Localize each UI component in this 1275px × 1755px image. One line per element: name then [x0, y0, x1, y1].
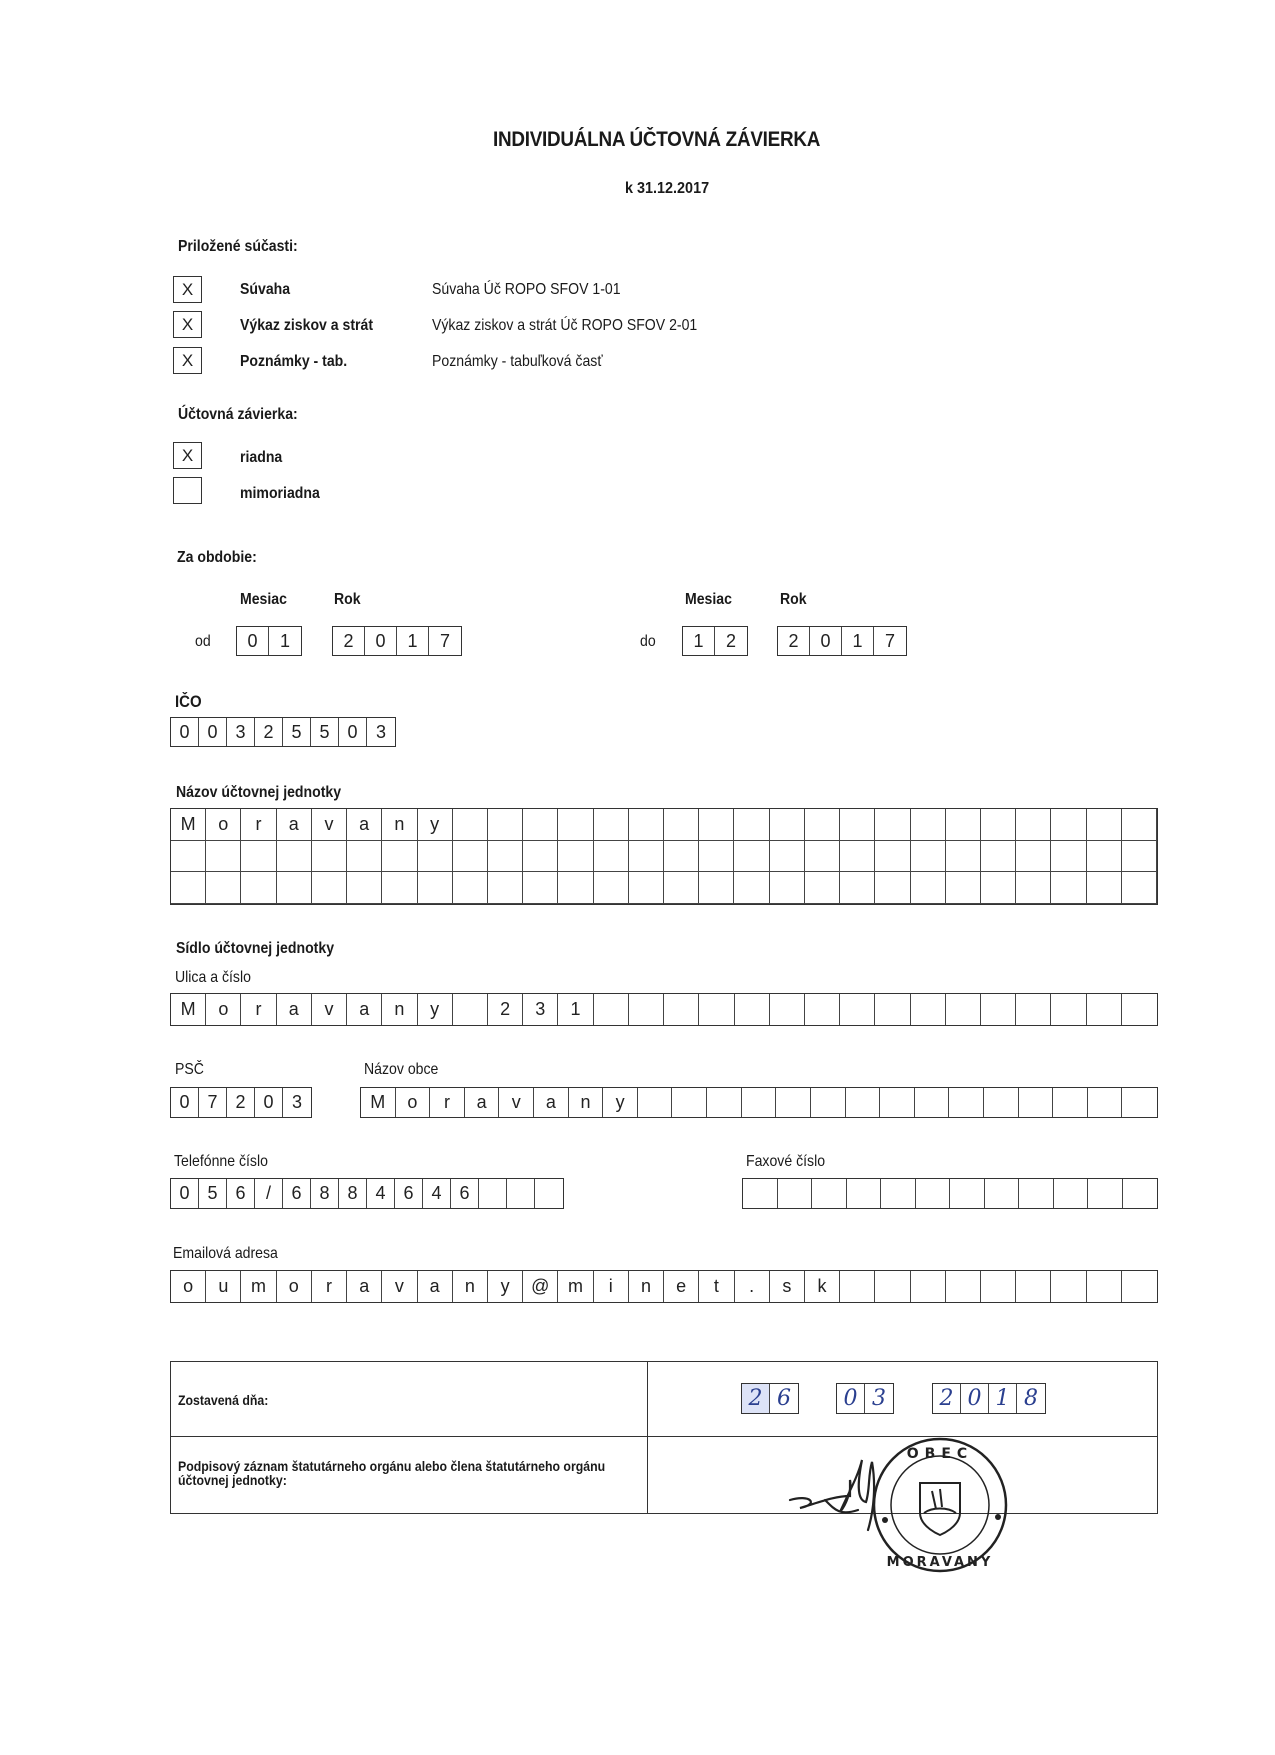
- char-cell: n: [382, 809, 417, 841]
- street-label: Ulica a číslo: [175, 969, 251, 986]
- char-cell: /: [255, 1179, 283, 1208]
- char-cell: [743, 1179, 778, 1208]
- char-cell: v: [312, 809, 347, 841]
- char-cell: r: [241, 994, 276, 1025]
- char-cell: [981, 809, 1016, 841]
- char-cell: s: [770, 1271, 805, 1302]
- char-cell: k: [805, 1271, 840, 1302]
- char-cell: [1087, 872, 1122, 904]
- char-cell: 2: [255, 718, 283, 746]
- char-cell: [881, 1179, 916, 1208]
- char-cell: [594, 994, 629, 1025]
- signature-and-stamp: [780, 1430, 1030, 1580]
- char-cell: [1016, 1271, 1051, 1302]
- char-cell: [1123, 1179, 1158, 1208]
- char-cell: 2: [488, 994, 523, 1025]
- char-cell: [1051, 1271, 1086, 1302]
- char-cell: [535, 1179, 563, 1208]
- char-cell: 5: [283, 718, 311, 746]
- char-cell: [805, 872, 840, 904]
- stamp-bottom-text: MORAVANY: [886, 1555, 994, 1570]
- char-cell: 6: [451, 1179, 479, 1208]
- char-cell: 0: [171, 718, 199, 746]
- char-cell: [805, 809, 840, 841]
- attachment-desc: Výkaz ziskov a strát Úč ROPO SFOV 2-01: [432, 317, 698, 334]
- year-field[interactable]: [932, 1383, 1046, 1414]
- char-cell: [699, 809, 734, 841]
- char-cell: [916, 1179, 951, 1208]
- from-label: od: [195, 633, 211, 650]
- char-cell: [840, 994, 875, 1025]
- attachments-heading: Priložené súčasti:: [178, 238, 298, 255]
- char-cell: [664, 872, 699, 904]
- char-cell: [1016, 841, 1051, 873]
- char-cell: [664, 841, 699, 873]
- char-cell: a: [277, 809, 312, 841]
- char-cell: [1053, 1088, 1088, 1117]
- char-cell: [946, 994, 981, 1025]
- char-cell: [1087, 841, 1122, 873]
- char-cell: 1: [558, 994, 593, 1025]
- char-cell: 5: [199, 1179, 227, 1208]
- day-field[interactable]: [741, 1383, 799, 1414]
- char-cell: o: [396, 1088, 431, 1117]
- char-cell: [770, 809, 805, 841]
- char-cell: [770, 872, 805, 904]
- char-cell: a: [418, 1271, 453, 1302]
- char-cell: a: [347, 1271, 382, 1302]
- char-cell: [1016, 994, 1051, 1025]
- handwritten-digit: 0: [843, 1386, 858, 1411]
- char-cell: 3: [523, 994, 558, 1025]
- month-field[interactable]: [836, 1383, 894, 1414]
- year-label: Rok: [334, 591, 361, 608]
- char-cell: 3: [375, 721, 386, 742]
- char-cell: [1122, 841, 1157, 873]
- to-label: do: [640, 633, 656, 650]
- phone-label: Telefónne číslo: [174, 1153, 268, 1170]
- char-cell: [981, 994, 1016, 1025]
- entity-name-field[interactable]: [170, 808, 1158, 905]
- digit-cell: 0: [365, 627, 397, 655]
- char-cell: [805, 994, 840, 1025]
- char-cell: [507, 1179, 535, 1208]
- char-cell: [171, 872, 206, 904]
- char-cell: r: [241, 809, 276, 841]
- char-cell: [699, 994, 734, 1025]
- char-cell: [946, 809, 981, 841]
- digit-cell: [742, 1384, 770, 1413]
- char-cell: [981, 1271, 1016, 1302]
- char-cell: 2: [227, 1088, 255, 1117]
- char-cell: [840, 809, 875, 841]
- digit-cell: [1017, 1384, 1045, 1413]
- signature-label: Podpisový záznam štatutárneho orgánu alebo člena štatutárneho orgánu účtovnej jednotky:: [178, 1458, 606, 1488]
- char-cell: [875, 994, 910, 1025]
- compiled-label: Zostavená dňa:: [178, 1392, 269, 1408]
- char-cell: [1122, 809, 1157, 841]
- char-cell: [875, 1271, 910, 1302]
- char-cell: [984, 1088, 1019, 1117]
- char-cell: 4: [367, 1179, 395, 1208]
- char-cell: t: [699, 1271, 734, 1302]
- char-cell: 0: [199, 718, 227, 746]
- char-cell: m: [558, 1271, 593, 1302]
- char-cell: 6: [395, 1179, 423, 1208]
- page-title: INDIVIDUÁLNA ÚČTOVNÁ ZÁVIERKA: [493, 128, 821, 151]
- char-cell: [840, 872, 875, 904]
- char-cell: [672, 1088, 707, 1117]
- digit-cell: 2: [778, 627, 810, 655]
- char-cell: [558, 841, 593, 873]
- char-cell: [734, 872, 769, 904]
- digit-cell: 0: [237, 627, 269, 655]
- char-cell: a: [465, 1088, 500, 1117]
- char-cell: [875, 872, 910, 904]
- char-cell: [1088, 1179, 1123, 1208]
- psc-field[interactable]: [170, 1087, 312, 1118]
- char-cell: o: [206, 994, 241, 1025]
- char-cell: [1122, 872, 1157, 904]
- char-cell: [488, 872, 523, 904]
- char-cell: y: [488, 1271, 523, 1302]
- char-cell: [1122, 994, 1157, 1025]
- email-label: Emailová adresa: [173, 1245, 278, 1262]
- char-cell: [1016, 809, 1051, 841]
- signature-scribble: [790, 1460, 874, 1530]
- char-cell: [1019, 1179, 1054, 1208]
- char-cell: [312, 841, 347, 873]
- stamp-top-text: OBEC: [906, 1446, 974, 1462]
- char-cell: v: [382, 1271, 417, 1302]
- handwritten-digit: 8: [1024, 1386, 1038, 1411]
- char-cell: [523, 841, 558, 873]
- char-cell: [915, 1088, 950, 1117]
- char-cell: [629, 994, 664, 1025]
- char-cell: .: [735, 1271, 770, 1302]
- char-cell: [949, 1088, 984, 1117]
- char-cell: [699, 872, 734, 904]
- month-label: Mesiac: [240, 591, 287, 608]
- char-cell: [241, 841, 276, 873]
- char-cell: n: [629, 1271, 664, 1302]
- digit-cell: [865, 1384, 893, 1413]
- char-cell: 3: [227, 718, 255, 746]
- char-cell: v: [499, 1088, 534, 1117]
- char-cell: [911, 1271, 946, 1302]
- char-cell: [840, 841, 875, 873]
- char-cell: [1087, 809, 1122, 841]
- attachment-name: Poznámky - tab.: [240, 353, 348, 370]
- street-field[interactable]: [170, 993, 1158, 1026]
- char-cell: 6: [227, 1179, 255, 1208]
- char-cell: 0: [171, 1088, 199, 1117]
- digit-cell: 7: [884, 630, 895, 651]
- char-cell: [382, 872, 417, 904]
- char-cell: [558, 809, 593, 841]
- digit-cell: [989, 1384, 1017, 1413]
- char-cell: [594, 872, 629, 904]
- checkbox-riadna[interactable]: X: [173, 442, 202, 469]
- char-cell: [1054, 1179, 1089, 1208]
- table-divider: [647, 1362, 648, 1513]
- char-cell: [488, 809, 523, 841]
- char-cell: [770, 994, 805, 1025]
- char-cell: y: [418, 994, 453, 1025]
- char-cell: [418, 841, 453, 873]
- char-cell: [1087, 1271, 1122, 1302]
- char-cell: [911, 841, 946, 873]
- char-cell: [488, 841, 523, 873]
- char-cell: [734, 809, 769, 841]
- char-cell: [1122, 1088, 1157, 1117]
- char-cell: e: [664, 1271, 699, 1302]
- char-cell: [1016, 872, 1051, 904]
- char-cell: [453, 872, 488, 904]
- digit-cell: 2: [333, 627, 365, 655]
- char-cell: a: [347, 809, 382, 841]
- char-cell: o: [171, 1271, 206, 1302]
- char-cell: r: [312, 1271, 347, 1302]
- char-cell: [382, 841, 417, 873]
- from-month-field[interactable]: [236, 626, 302, 656]
- char-cell: [629, 841, 664, 873]
- char-cell: n: [569, 1088, 604, 1117]
- char-cell: o: [206, 809, 241, 841]
- char-cell: 7: [199, 1088, 227, 1117]
- char-cell: [523, 809, 558, 841]
- char-cell: [770, 841, 805, 873]
- char-cell: [594, 841, 629, 873]
- handwritten-digit: 3: [872, 1386, 886, 1411]
- digit-cell: 1: [683, 627, 715, 655]
- digit-cell: 7: [439, 630, 450, 651]
- digit-cell: 0: [810, 627, 842, 655]
- checkbox-poznamky[interactable]: X: [173, 347, 202, 374]
- char-cell: [1088, 1088, 1123, 1117]
- char-cell: [241, 872, 276, 904]
- char-cell: 0: [171, 1179, 199, 1208]
- char-cell: [981, 841, 1016, 873]
- digit-cell: [770, 1384, 798, 1413]
- char-cell: M: [171, 809, 206, 841]
- char-cell: 0: [255, 1088, 283, 1117]
- digit-cell: 1: [279, 630, 290, 651]
- char-cell: [312, 872, 347, 904]
- fax-label: Faxové číslo: [746, 1153, 826, 1170]
- ico-label: IČO: [175, 692, 202, 711]
- char-cell: m: [241, 1271, 276, 1302]
- char-cell: [453, 841, 488, 873]
- checkbox-mimoriadna[interactable]: [173, 477, 202, 504]
- handwritten-digit: 2: [748, 1386, 763, 1411]
- char-cell: [1087, 994, 1122, 1025]
- city-label: Názov obce: [364, 1061, 439, 1078]
- char-cell: 8: [339, 1179, 367, 1208]
- char-cell: a: [534, 1088, 569, 1117]
- char-cell: [206, 841, 241, 873]
- month-label: Mesiac: [685, 591, 732, 608]
- char-cell: [875, 809, 910, 841]
- char-cell: [479, 1179, 507, 1208]
- char-cell: y: [418, 809, 453, 841]
- digit-cell: [933, 1384, 961, 1413]
- char-cell: M: [171, 994, 206, 1025]
- city-field[interactable]: [360, 1087, 1158, 1118]
- char-cell: y: [603, 1088, 638, 1117]
- char-cell: 6: [283, 1179, 311, 1208]
- char-cell: [981, 872, 1016, 904]
- digit-cell: [837, 1384, 865, 1413]
- phone-field[interactable]: [170, 1178, 564, 1209]
- digit-cell: [961, 1384, 989, 1413]
- handwritten-digit: 2: [939, 1386, 954, 1411]
- char-cell: [911, 809, 946, 841]
- handwritten-digit: 0: [967, 1386, 982, 1411]
- char-cell: n: [382, 994, 417, 1025]
- char-cell: [277, 841, 312, 873]
- char-cell: [735, 994, 770, 1025]
- char-cell: 0: [339, 718, 367, 746]
- char-cell: [946, 841, 981, 873]
- char-cell: n: [453, 1271, 488, 1302]
- char-cell: a: [277, 994, 312, 1025]
- char-cell: [811, 1088, 846, 1117]
- char-cell: M: [361, 1088, 396, 1117]
- seat-label: Sídlo účtovnej jednotky: [176, 940, 335, 957]
- period-heading: Za obdobie:: [177, 549, 257, 566]
- char-cell: 8: [311, 1179, 339, 1208]
- char-cell: [629, 872, 664, 904]
- char-cell: [840, 1271, 875, 1302]
- char-cell: [911, 994, 946, 1025]
- attachment-desc: Poznámky - tabuľková časť: [432, 353, 603, 370]
- char-cell: [946, 872, 981, 904]
- char-cell: [629, 809, 664, 841]
- char-cell: 5: [311, 718, 339, 746]
- char-cell: [638, 1088, 673, 1117]
- char-cell: [742, 1088, 777, 1117]
- char-cell: [664, 994, 699, 1025]
- psc-label: PSČ: [175, 1061, 204, 1078]
- char-cell: i: [594, 1271, 629, 1302]
- char-cell: u: [206, 1271, 241, 1302]
- char-cell: 3: [291, 1092, 302, 1112]
- closing-type-name: riadna: [240, 449, 283, 466]
- char-cell: [664, 809, 699, 841]
- char-cell: [418, 872, 453, 904]
- attachment-desc: Súvaha Úč ROPO SFOV 1-01: [432, 281, 621, 298]
- char-cell: [707, 1088, 742, 1117]
- char-cell: [1051, 872, 1086, 904]
- char-cell: v: [312, 994, 347, 1025]
- char-cell: [1051, 809, 1086, 841]
- char-cell: r: [430, 1088, 465, 1117]
- entity-name-label: Názov účtovnej jednotky: [176, 784, 342, 801]
- char-cell: [880, 1088, 915, 1117]
- char-cell: [847, 1179, 882, 1208]
- char-cell: [1122, 1271, 1157, 1302]
- char-cell: [1051, 841, 1086, 873]
- handwritten-digit: 1: [995, 1386, 1010, 1411]
- char-cell: [734, 841, 769, 873]
- char-cell: [1051, 994, 1086, 1025]
- digit-cell: 1: [842, 627, 874, 655]
- char-cell: [950, 1179, 985, 1208]
- char-cell: [558, 872, 593, 904]
- char-cell: [277, 872, 312, 904]
- digit-cell: 1: [397, 627, 429, 655]
- ico-field[interactable]: [170, 717, 396, 747]
- char-cell: [1019, 1088, 1054, 1117]
- closing-type-heading: Účtovná závierka:: [178, 406, 298, 423]
- report-date: k 31.12.2017: [625, 180, 710, 197]
- char-cell: [778, 1179, 813, 1208]
- char-cell: [347, 872, 382, 904]
- attachment-name: Výkaz ziskov a strát: [240, 317, 374, 334]
- checkbox-suvaha[interactable]: X: [173, 276, 202, 303]
- char-cell: o: [277, 1271, 312, 1302]
- fax-field[interactable]: [742, 1178, 1158, 1209]
- char-cell: [699, 841, 734, 873]
- char-cell: [347, 841, 382, 873]
- char-cell: 4: [423, 1179, 451, 1208]
- year-label: Rok: [780, 591, 807, 608]
- from-year-field[interactable]: [332, 626, 462, 656]
- char-cell: [911, 872, 946, 904]
- char-cell: [776, 1088, 811, 1117]
- to-month-field[interactable]: [682, 626, 748, 656]
- char-cell: [805, 841, 840, 873]
- char-cell: a: [347, 994, 382, 1025]
- email-field[interactable]: [170, 1270, 1158, 1303]
- to-year-field[interactable]: [777, 626, 907, 656]
- char-cell: [453, 994, 488, 1025]
- attachment-name: Súvaha: [240, 281, 291, 298]
- digit-cell: 2: [725, 630, 736, 651]
- checkbox-vykaz[interactable]: X: [173, 311, 202, 338]
- char-cell: @: [523, 1271, 558, 1302]
- char-cell: [171, 841, 206, 873]
- char-cell: [812, 1179, 847, 1208]
- char-cell: [846, 1088, 881, 1117]
- closing-type-name: mimoriadna: [240, 485, 320, 502]
- char-cell: [523, 872, 558, 904]
- char-cell: [875, 841, 910, 873]
- char-cell: [946, 1271, 981, 1302]
- char-cell: [453, 809, 488, 841]
- char-cell: [594, 809, 629, 841]
- char-cell: [985, 1179, 1020, 1208]
- char-cell: [206, 872, 241, 904]
- handwritten-digit: 6: [777, 1386, 791, 1411]
